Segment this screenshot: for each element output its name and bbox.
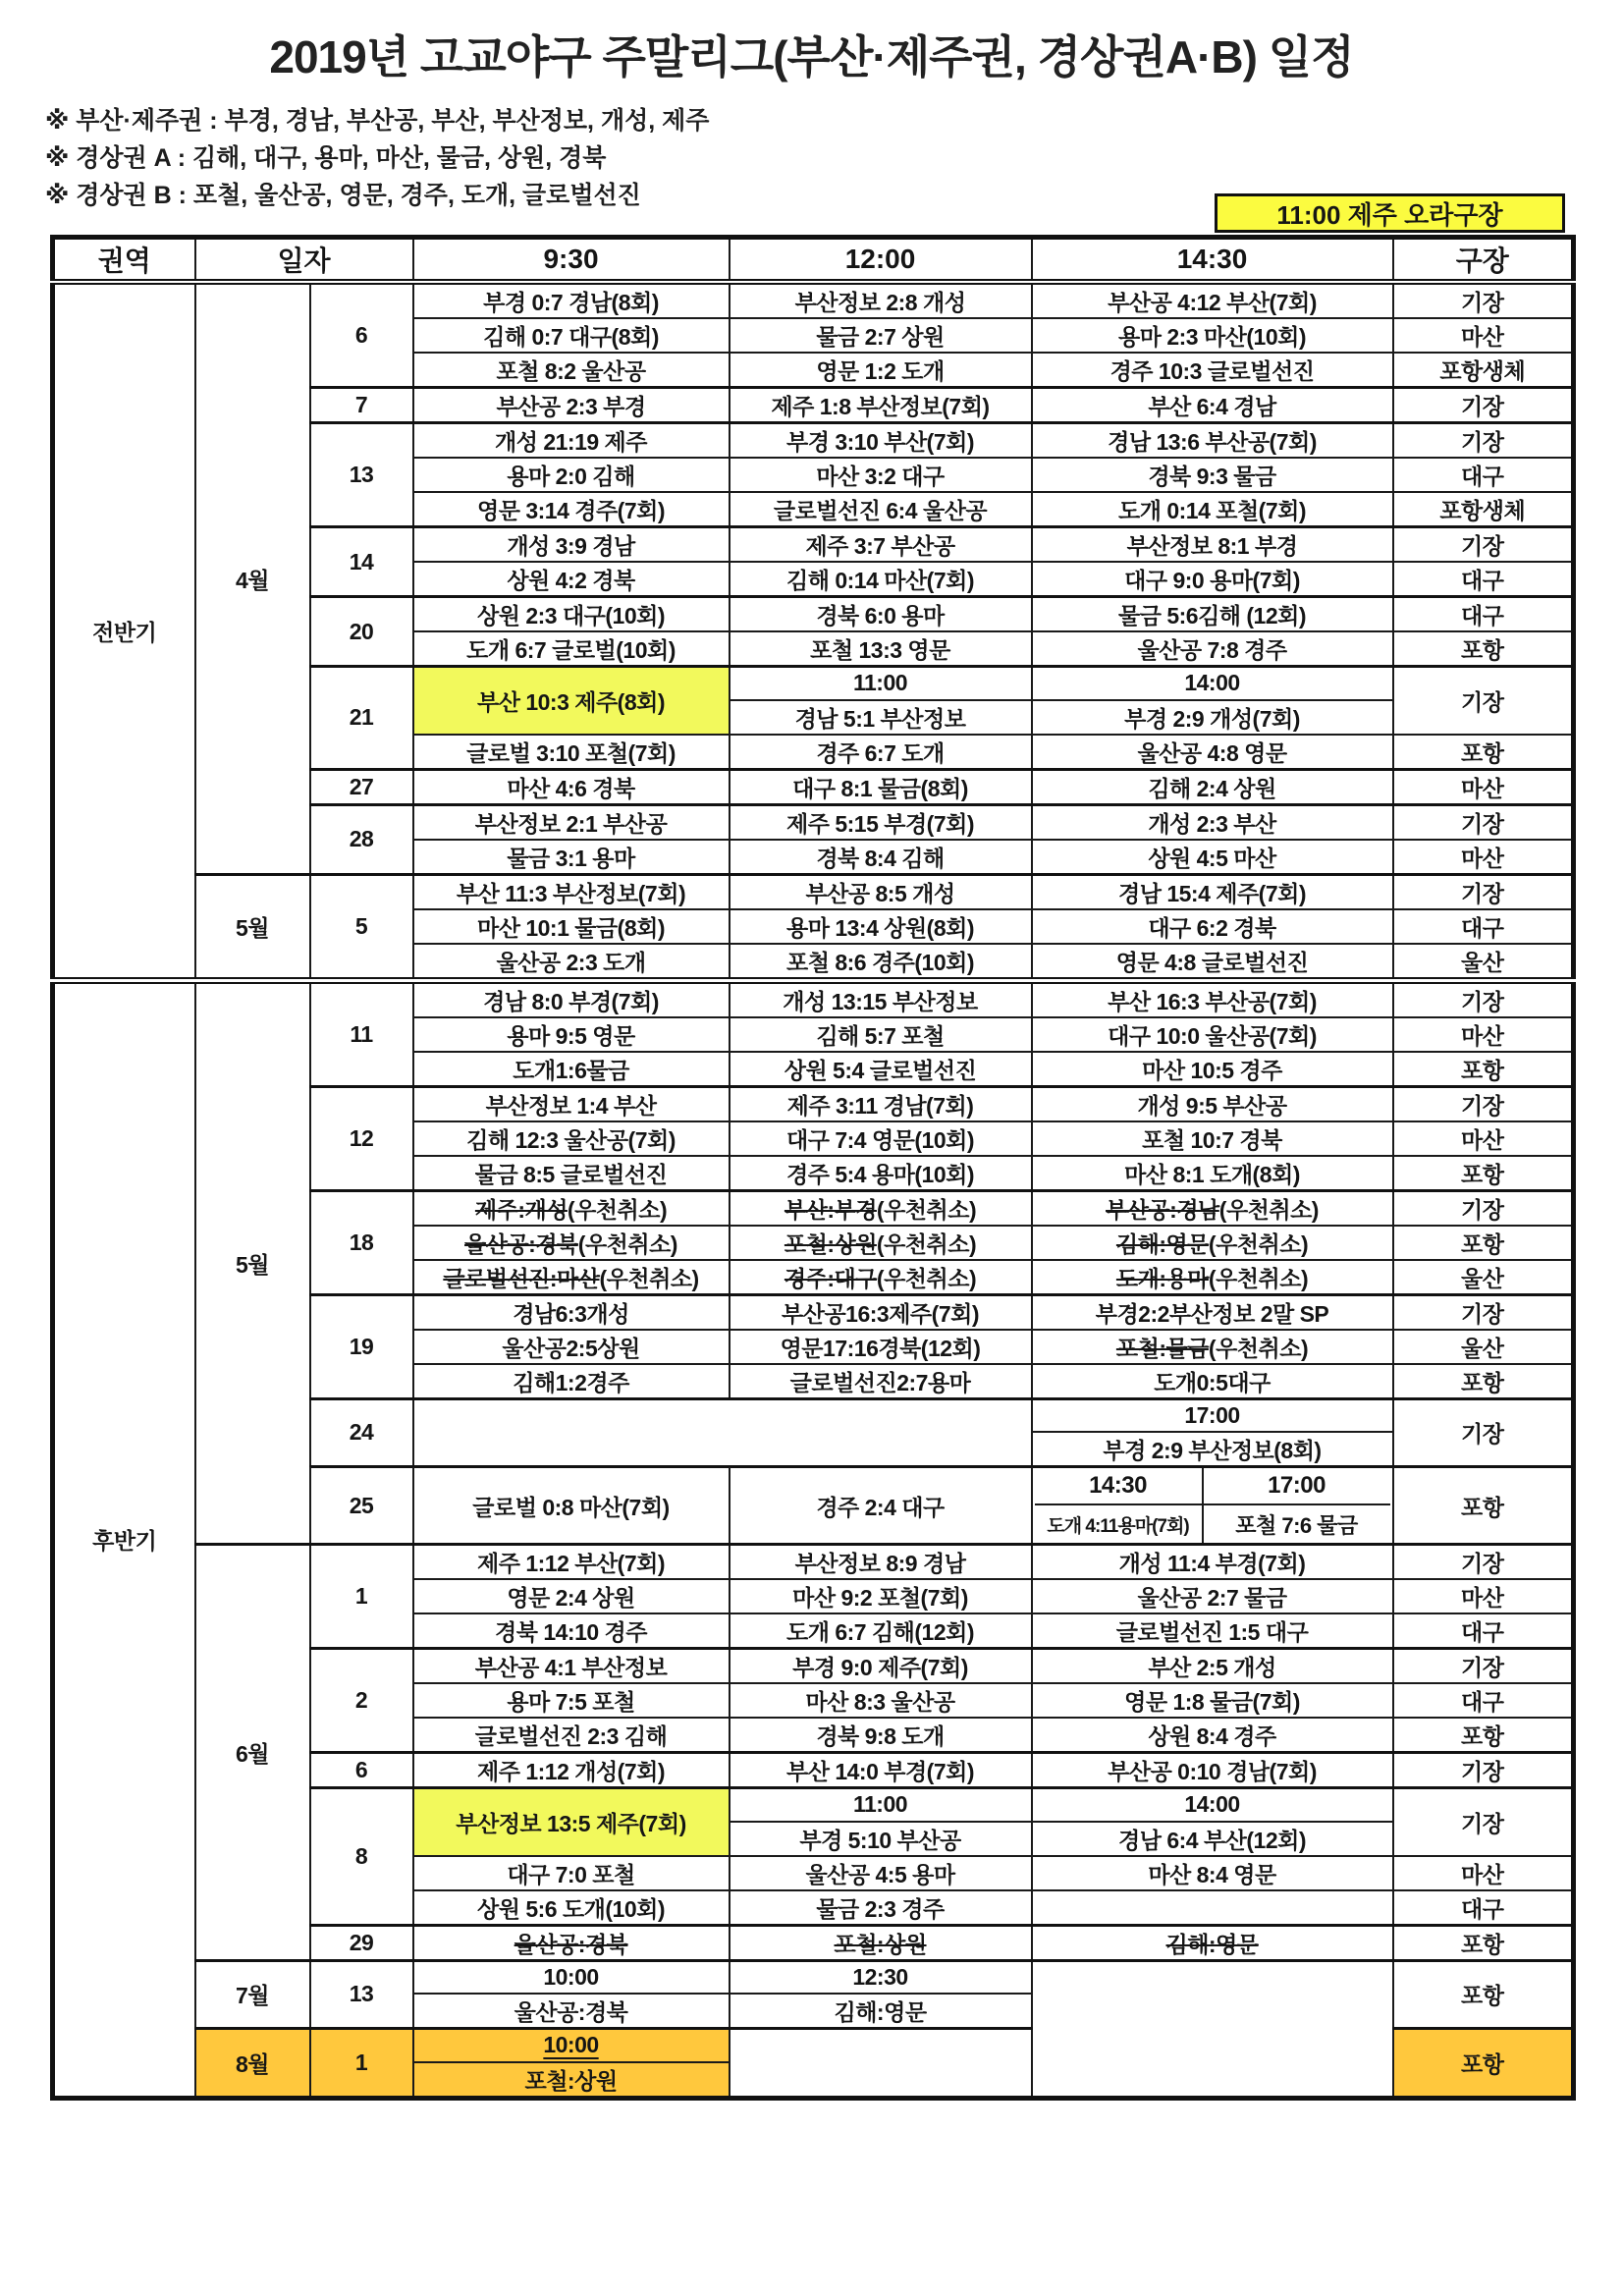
game-result-cell: 부산정보 8:9 경남 — [730, 1545, 1032, 1580]
day-cell: 11 — [310, 980, 413, 1086]
game-result-cell: 대구 7:0 포철 — [413, 1856, 730, 1890]
game-result-cell: 용마 2:0 김해 — [413, 458, 730, 492]
game-result-cell: 김해 2:4 상원 — [1032, 769, 1393, 804]
header-time-1200: 12:00 — [730, 238, 1032, 283]
venue-cell: 대구 — [1393, 597, 1574, 632]
game-result-cell: 김해 0:14 마산(7회) — [730, 562, 1032, 597]
header-time-1430: 14:30 — [1032, 238, 1393, 283]
game-result-cell: 김해:영문 — [1032, 1925, 1393, 1960]
game-result-cell: 부경 2:9 부산정보(8회) — [1032, 1432, 1393, 1467]
venue-cell: 마산 — [1393, 840, 1574, 875]
empty-cell — [1032, 1890, 1393, 1926]
game-result-cell: 영문 2:4 상원 — [413, 1579, 730, 1613]
game-result-cell: 부산 6:4 경남 — [1032, 388, 1393, 423]
schedule-body — [53, 282, 1574, 2098]
day-cell: 2 — [310, 1649, 413, 1753]
game-result-cell: 도개 6:7 김해(12회) — [730, 1613, 1032, 1649]
game-result-cell: 부산공:경남(우천취소) — [1032, 1190, 1393, 1226]
day-cell: 24 — [310, 1398, 413, 1467]
game-result-cell: 포철:상원 — [413, 2062, 730, 2099]
game-result-cell: 영문 3:14 경주(7회) — [413, 492, 730, 527]
venue-cell: 마산 — [1393, 1579, 1574, 1613]
venue-cell: 대구 — [1393, 1613, 1574, 1649]
game-result-cell: 상원 2:3 대구(10회) — [413, 597, 730, 632]
day-cell: 12 — [310, 1086, 413, 1190]
time-cell: 14:30 — [1035, 1468, 1204, 1505]
schedule-table — [50, 235, 1576, 2101]
game-result-cell: 제주 5:15 부경(7회) — [730, 804, 1032, 840]
game-result-cell: 마산 8:3 울산공 — [730, 1683, 1032, 1718]
empty-cell — [413, 1398, 1032, 1467]
game-result-cell: 마산 8:1 도개(8회) — [1032, 1156, 1393, 1191]
game-result-cell: 글로벌 0:8 마산(7회) — [413, 1467, 730, 1545]
game-result-cell: 개성 2:3 부산 — [1032, 804, 1393, 840]
game-result-cell: 상원 5:4 글로벌선진 — [730, 1052, 1032, 1087]
game-result-cell: 영문 1:2 도개 — [730, 353, 1032, 388]
game-result-cell: 부산공 4:12 부산(7회) — [1032, 282, 1393, 318]
venue-cell: 기장 — [1393, 1753, 1574, 1788]
game-result-cell: 용마 9:5 영문 — [413, 1017, 730, 1052]
game-result-cell: 글로벌선진 2:3 김해 — [413, 1718, 730, 1753]
time-cell: 10:00 — [413, 1960, 730, 1994]
venue-cell: 대구 — [1393, 1683, 1574, 1718]
month-cell: 7월 — [195, 1960, 310, 2029]
venue-cell: 기장 — [1393, 388, 1574, 423]
game-result-cell: 물금 5:6김해 (12회) — [1032, 597, 1393, 632]
game-result-cell: 울산공2:5상원 — [413, 1330, 730, 1364]
venue-cell: 기장 — [1393, 980, 1574, 1017]
game-result-cell: 제주 3:11 경남(7회) — [730, 1086, 1032, 1121]
game-result-cell: 포철 8:6 경주(10회) — [730, 944, 1032, 981]
venue-cell: 포항 — [1393, 1364, 1574, 1399]
venue-cell: 포항 — [1393, 1226, 1574, 1260]
time-cell: 14:00 — [1032, 1788, 1393, 1822]
venue-cell: 대구 — [1393, 458, 1574, 492]
venue-cell: 기장 — [1393, 282, 1574, 318]
game-result-cell: 용마 13:4 상원(8회) — [730, 909, 1032, 944]
venue-cell: 기장 — [1393, 423, 1574, 459]
game-result-cell: 경주 2:4 대구 — [730, 1467, 1032, 1545]
game-result-cell: 개성 3:9 경남 — [413, 527, 730, 563]
game-result-cell: 부산:부경(우천취소) — [730, 1190, 1032, 1226]
game-result-cell: 물금 3:1 용마 — [413, 840, 730, 875]
game-result-cell: 부산공 2:3 부경 — [413, 388, 730, 423]
game-result-cell: 경남 8:0 부경(7회) — [413, 980, 730, 1017]
venue-cell: 기장 — [1393, 1649, 1574, 1684]
venue-cell: 포항 — [1393, 1467, 1574, 1545]
game-result-cell: 김해 0:7 대구(8회) — [413, 318, 730, 353]
game-result-cell: 용마 2:3 마산(10회) — [1032, 318, 1393, 353]
game-result-cell: 경남6:3개성 — [413, 1294, 730, 1330]
split-schedule-grid — [1035, 1468, 1390, 1543]
game-result-cell: 부경 9:0 제주(7회) — [730, 1649, 1032, 1684]
game-result-cell: 부경 0:7 경남(8회) — [413, 282, 730, 318]
day-cell: 25 — [310, 1467, 413, 1545]
game-result-cell: 마산 8:4 영문 — [1032, 1856, 1393, 1890]
game-result-cell: 부산공 0:10 경남(7회) — [1032, 1753, 1393, 1788]
venue-cell: 기장 — [1393, 874, 1574, 909]
game-result-cell: 제주:개성(우천취소) — [413, 1190, 730, 1226]
venue-cell: 포항 — [1393, 1156, 1574, 1191]
game-result-cell: 포철 10:7 경북 — [1032, 1121, 1393, 1156]
venue-cell: 마산 — [1393, 1856, 1574, 1890]
game-result-cell: 물금 2:7 상원 — [730, 318, 1032, 353]
jeju-ora-stadium-note: 11:00 제주 오라구장 — [1215, 193, 1565, 233]
day-cell: 27 — [310, 769, 413, 804]
section-cell: 후반기 — [53, 980, 195, 2098]
day-cell: 1 — [310, 1545, 413, 1649]
game-result-cell: 마산 9:2 포철(7회) — [730, 1579, 1032, 1613]
game-result-cell: 울산공 7:8 경주 — [1032, 631, 1393, 667]
game-result-cell: 글로벌선진:마산(우천취소) — [413, 1260, 730, 1295]
game-result-cell: 도개0:5대구 — [1032, 1364, 1393, 1399]
game-result-cell: 영문 1:8 물금(7회) — [1032, 1683, 1393, 1718]
day-cell: 20 — [310, 597, 413, 667]
game-result-cell: 경남 6:4 부산(12회) — [1032, 1822, 1393, 1856]
legend-notes — [45, 102, 709, 214]
month-cell: 5월 — [195, 874, 310, 980]
game-result-cell: 포철 7:6 물금 — [1235, 1512, 1358, 1538]
empty-cell — [730, 2029, 1032, 2099]
game-result-cell: 경주 6:7 도개 — [730, 735, 1032, 770]
header-time-930: 9:30 — [413, 238, 730, 283]
time-cell: 11:00 — [730, 667, 1032, 700]
game-result-cell: 경북 14:10 경주 — [413, 1613, 730, 1649]
header-date: 일자 — [195, 238, 413, 283]
venue-cell: 울산 — [1393, 1260, 1574, 1295]
game-result-cell: 도개:용마(우천취소) — [1032, 1260, 1393, 1295]
split-schedule-cell — [1032, 1467, 1393, 1545]
day-cell: 6 — [310, 1753, 413, 1788]
day-cell: 29 — [310, 1925, 413, 1960]
month-cell: 6월 — [195, 1545, 310, 1961]
game-result-cell: 울산공:경북 — [413, 1994, 730, 2029]
game-result-cell: 울산공:경북 — [413, 1925, 730, 1960]
game-result-cell: 부경 3:10 부산(7회) — [730, 423, 1032, 459]
game-result-cell: 경남 15:4 제주(7회) — [1032, 874, 1393, 909]
game-result-cell: 도개1:6물금 — [413, 1052, 730, 1087]
game-result-cell: 울산공 4:5 용마 — [730, 1856, 1032, 1890]
day-cell: 13 — [310, 1960, 413, 2029]
venue-cell: 포항생체 — [1393, 353, 1574, 388]
day-cell: 13 — [310, 423, 413, 527]
day-cell: 7 — [310, 388, 413, 423]
time-cell: 17:00 — [1032, 1398, 1393, 1432]
game-result-cell: 부산정보 1:4 부산 — [413, 1086, 730, 1121]
day-cell: 19 — [310, 1294, 413, 1398]
month-cell: 8월 — [195, 2029, 310, 2099]
game-result-cell: 부경 5:10 부산공 — [730, 1822, 1032, 1856]
game-result-cell: 경남 5:1 부산정보 — [730, 700, 1032, 735]
section-cell: 전반기 — [53, 282, 195, 980]
venue-cell: 기장 — [1393, 1190, 1574, 1226]
venue-cell: 대구 — [1393, 562, 1574, 597]
game-result-cell: 포철:물금(우천취소) — [1032, 1330, 1393, 1364]
game-result-cell: 김해:영문(우천취소) — [1032, 1226, 1393, 1260]
game-result-cell: 울산공 2:7 물금 — [1032, 1579, 1393, 1613]
day-cell: 28 — [310, 804, 413, 874]
game-result-cell: 글로벌선진2:7용마 — [730, 1364, 1032, 1399]
page-title: 2019년 고교야구 주말리그(부산·제주권, 경상권A·B) 일정 — [269, 31, 1354, 82]
venue-cell: 기장 — [1393, 804, 1574, 840]
game-result-cell: 마산 10:1 물금(8회) — [413, 909, 730, 944]
game-result-cell: 도개 6:7 글로벌(10회) — [413, 631, 730, 667]
game-result-cell: 부경2:2부산정보 2말 SP — [1032, 1294, 1393, 1330]
game-result-cell: 부산 14:0 부경(7회) — [730, 1753, 1032, 1788]
day-cell: 14 — [310, 527, 413, 597]
game-result-cell: 김해:영문 — [730, 1994, 1032, 2029]
game-result-cell: 대구 6:2 경북 — [1032, 909, 1393, 944]
game-result-cell: 개성 11:4 부경(7회) — [1032, 1545, 1393, 1580]
game-result-cell: 김해1:2경주 — [413, 1364, 730, 1399]
game-result-cell: 경북 8:4 김해 — [730, 840, 1032, 875]
game-result-cell: 부산 16:3 부산공(7회) — [1032, 980, 1393, 1017]
venue-cell: 포항 — [1393, 631, 1574, 667]
header-stadium: 구장 — [1393, 238, 1574, 283]
venue-cell: 기장 — [1393, 1086, 1574, 1121]
game-result-cell: 경주:대구(우천취소) — [730, 1260, 1032, 1295]
venue-cell: 포항 — [1393, 1960, 1574, 2029]
game-result-cell: 대구 10:0 울산공(7회) — [1032, 1017, 1393, 1052]
game-result-cell: 마산 10:5 경주 — [1032, 1052, 1393, 1087]
venue-cell: 마산 — [1393, 769, 1574, 804]
venue-cell: 포항 — [1393, 1052, 1574, 1087]
game-result-cell: 경남 13:6 부산공(7회) — [1032, 423, 1393, 459]
game-result-cell: 부산정보 2:8 개성 — [730, 282, 1032, 318]
venue-cell: 기장 — [1393, 667, 1574, 735]
game-result-cell: 제주 3:7 부산공 — [730, 527, 1032, 563]
day-cell: 21 — [310, 667, 413, 770]
day-cell: 6 — [310, 282, 413, 388]
game-result-cell: 대구 9:0 용마(7회) — [1032, 562, 1393, 597]
day-cell: 18 — [310, 1190, 413, 1294]
game-result-cell: 상원 4:2 경북 — [413, 562, 730, 597]
day-cell: 5 — [310, 874, 413, 980]
venue-cell: 마산 — [1393, 318, 1574, 353]
game-result-cell: 도개 0:14 포철(7회) — [1032, 492, 1393, 527]
game-result-cell: 경북 6:0 용마 — [730, 597, 1032, 632]
game-result-cell: 부산정보 2:1 부산공 — [413, 804, 730, 840]
game-result-cell: 경북 9:3 물금 — [1032, 458, 1393, 492]
game-result-cell: 포철:상원(우천취소) — [730, 1226, 1032, 1260]
venue-cell: 기장 — [1393, 1398, 1574, 1467]
venue-cell: 마산 — [1393, 1017, 1574, 1052]
legend-busan-jeju: ※ 부산·제주권 : 부경, 경남, 부산공, 부산, 부산정보, 개성, 제주 — [45, 107, 710, 135]
venue-cell: 기장 — [1393, 527, 1574, 563]
game-result-cell: 상원 5:6 도개(10회) — [413, 1890, 730, 1926]
time-cell: 11:00 — [730, 1788, 1032, 1822]
game-result-cell: 대구 7:4 영문(10회) — [730, 1121, 1032, 1156]
game-result-cell: 글로벌선진 6:4 울산공 — [730, 492, 1032, 527]
game-result-cell: 상원 4:5 마산 — [1032, 840, 1393, 875]
game-result-cell: 포철 13:3 영문 — [730, 631, 1032, 667]
game-result-cell: 개성 13:15 부산정보 — [730, 980, 1032, 1017]
game-result-cell: 경주 10:3 글로벌선진 — [1032, 353, 1393, 388]
venue-cell: 기장 — [1393, 1788, 1574, 1856]
game-result-cell: 부산 10:3 제주(8회) — [413, 667, 730, 735]
game-result-cell: 마산 4:6 경북 — [413, 769, 730, 804]
venue-cell: 울산 — [1393, 944, 1574, 981]
venue-cell: 포항 — [1393, 735, 1574, 770]
game-result-cell: 제주 1:12 부산(7회) — [413, 1545, 730, 1580]
game-result-cell: 경북 9:8 도개 — [730, 1718, 1032, 1753]
game-result-cell: 부산공16:3제주(7회) — [730, 1294, 1032, 1330]
month-cell: 5월 — [195, 980, 310, 1545]
game-result-cell: 글로벌 3:10 포철(7회) — [413, 735, 730, 770]
venue-cell: 마산 — [1393, 1121, 1574, 1156]
venue-cell: 포항 — [1393, 2029, 1574, 2099]
legend-gyeongsang-a: ※ 경상권 A : 김해, 대구, 용마, 마산, 물금, 상원, 경북 — [45, 144, 607, 172]
month-cell: 4월 — [195, 282, 310, 874]
venue-cell: 기장 — [1393, 1545, 1574, 1580]
game-result-cell: 개성 9:5 부산공 — [1032, 1086, 1393, 1121]
venue-cell: 포항 — [1393, 1718, 1574, 1753]
game-result-cell: 개성 21:19 제주 — [413, 423, 730, 459]
game-result-cell: 제주 1:12 개성(7회) — [413, 1753, 730, 1788]
day-cell: 8 — [310, 1788, 413, 1926]
game-result-cell: 포철 8:2 울산공 — [413, 353, 730, 388]
legend-gyeongsang-b: ※ 경상권 B : 포철, 울산공, 영문, 경주, 도개, 글로벌선진 — [45, 182, 641, 209]
game-result-cell: 부산 11:3 부산정보(7회) — [413, 874, 730, 909]
game-result-cell: 대구 8:1 물금(8회) — [730, 769, 1032, 804]
day-cell: 1 — [310, 2029, 413, 2099]
venue-cell: 기장 — [1393, 1294, 1574, 1330]
header-region: 권역 — [53, 238, 195, 283]
time-cell: 12:30 — [730, 1960, 1032, 1994]
game-result-cell: 마산 3:2 대구 — [730, 458, 1032, 492]
time-cell: 14:00 — [1032, 667, 1393, 700]
venue-cell: 포항 — [1393, 1925, 1574, 1960]
time-cell: 17:00 — [1204, 1468, 1390, 1505]
game-result-cell: 용마 7:5 포철 — [413, 1683, 730, 1718]
game-result-cell: 울산공:경북(우천취소) — [413, 1226, 730, 1260]
time-cell: 10:00 — [413, 2029, 730, 2062]
game-result-cell: 울산공 2:3 도개 — [413, 944, 730, 981]
game-result-cell: 김해 5:7 포철 — [730, 1017, 1032, 1052]
venue-cell: 울산 — [1393, 1330, 1574, 1364]
game-result-cell: 김해 12:3 울산공(7회) — [413, 1121, 730, 1156]
game-result-cell: 부산 2:5 개성 — [1032, 1649, 1393, 1684]
game-result-cell: 글로벌선진 1:5 대구 — [1032, 1613, 1393, 1649]
empty-cell — [1032, 1960, 1393, 2098]
game-result-cell: 영문17:16경북(12회) — [730, 1330, 1032, 1364]
game-result-cell: 경주 5:4 용마(10회) — [730, 1156, 1032, 1191]
game-result-cell: 상원 8:4 경주 — [1032, 1718, 1393, 1753]
game-result-cell: 울산공 4:8 영문 — [1032, 735, 1393, 770]
game-result-cell: 포철:상원 — [730, 1925, 1032, 1960]
venue-cell: 포항생체 — [1393, 492, 1574, 527]
game-result-cell: 부산정보 13:5 제주(7회) — [413, 1788, 730, 1856]
game-result-cell: 부산공 8:5 개성 — [730, 874, 1032, 909]
venue-cell: 대구 — [1393, 1890, 1574, 1926]
game-result-cell: 물금 2:3 경주 — [730, 1890, 1032, 1926]
game-result-cell: 물금 8:5 글로벌선진 — [413, 1156, 730, 1191]
game-result-cell: 부산정보 8:1 부경 — [1032, 527, 1393, 563]
game-result-cell: 영문 4:8 글로벌선진 — [1032, 944, 1393, 981]
game-result-cell: 부산공 4:1 부산정보 — [413, 1649, 730, 1684]
schedule-header — [53, 238, 1574, 283]
venue-cell: 대구 — [1393, 909, 1574, 944]
game-result-cell: 제주 1:8 부산정보(7회) — [730, 388, 1032, 423]
game-result-cell: 부경 2:9 개성(7회) — [1032, 700, 1393, 735]
game-result-cell: 도개 4:11용마(7회) — [1035, 1505, 1204, 1543]
